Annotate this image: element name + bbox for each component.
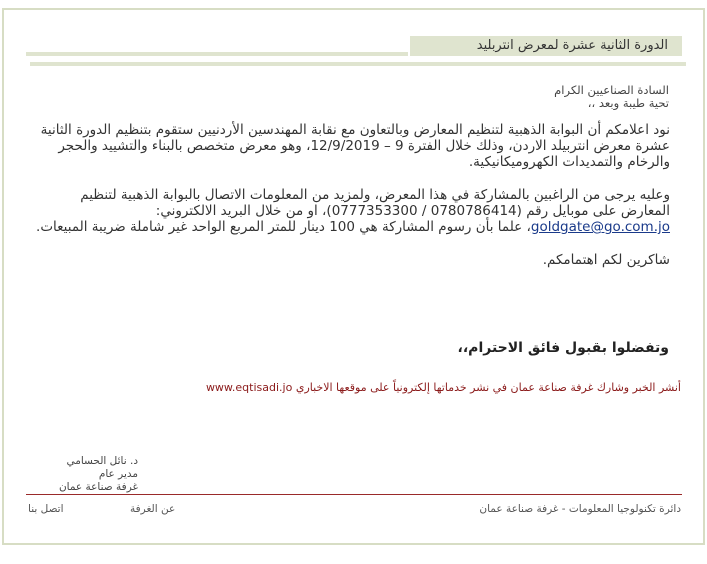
footer-divider — [26, 494, 682, 495]
letter-body — [30, 122, 670, 268]
fee-details-text: ، علما بأن رسوم المشاركة هي 100 دينار للمتر المربع الواحد غير شاملة ضريبة المبيعات. — [36, 219, 531, 236]
closing-line: وتفضلوا بقبول فائق الاحترام،، — [457, 340, 669, 356]
email-link[interactable]: goldgate@go.com.jo — [530, 219, 670, 236]
signatory-organization: غرفة صناعة عمان — [58, 481, 138, 493]
signatory-position: مدير عام — [98, 468, 138, 480]
greeting-line: السادة الصناعيين الكرام — [554, 83, 669, 97]
signature-block — [28, 455, 138, 494]
participation-paragraph — [30, 187, 670, 236]
promo-text: أنشر الخبر وشارك غرفة صناعة عمان في نشر خدماتها إلكترونياً على موقعها الاخباري — [295, 381, 681, 394]
contact-link[interactable]: اتصل بنا — [28, 503, 64, 515]
footer-department: دائرة تكنولوجيا المعلومات - غرفة صناعة عمان — [479, 503, 681, 515]
contact-details-text: وعليه يرجى من الراغبين بالمشاركة في هذا المعرض، ولمزيد من المعلومات الاتصال بالبوابة الذهبية لتنظيم المعارض على موبايل رقم (0780786414 / 0777353300)، او من خلال البريد الالكتروني: — [80, 186, 670, 219]
promo-line — [141, 381, 681, 395]
announcement-paragraph: نود اعلامكم أن البوابة الذهبية لتنظيم المعارض وبالتعاون مع نقابة المهندسين الأردنيين ستقوم بتنظيم الدورة الثانية عشرة معرض انتربيلد الاردن، وذلك خلال الفترة 9 – 12/9/2019، وهو معرض متخصص بالبناء والتشييد والحجر والرخام والتمديدات الكهروميكانيكية. — [40, 122, 670, 171]
thanks-paragraph: شاكرين لكم اهتمامكم. — [542, 252, 670, 269]
salutation — [269, 84, 669, 110]
newsletter-title: الدورة الثانية عشرة لمعرض انتربليد — [408, 36, 682, 56]
promo-site-link[interactable]: www.eqtisadi.jo — [205, 381, 293, 394]
about-link[interactable]: عن الغرفة — [130, 503, 176, 515]
header-band-bar — [26, 36, 682, 56]
signatory-name: د. نائل الحسامي — [66, 455, 138, 467]
regards-line: تحية طيبة وبعد ،، — [587, 96, 669, 110]
